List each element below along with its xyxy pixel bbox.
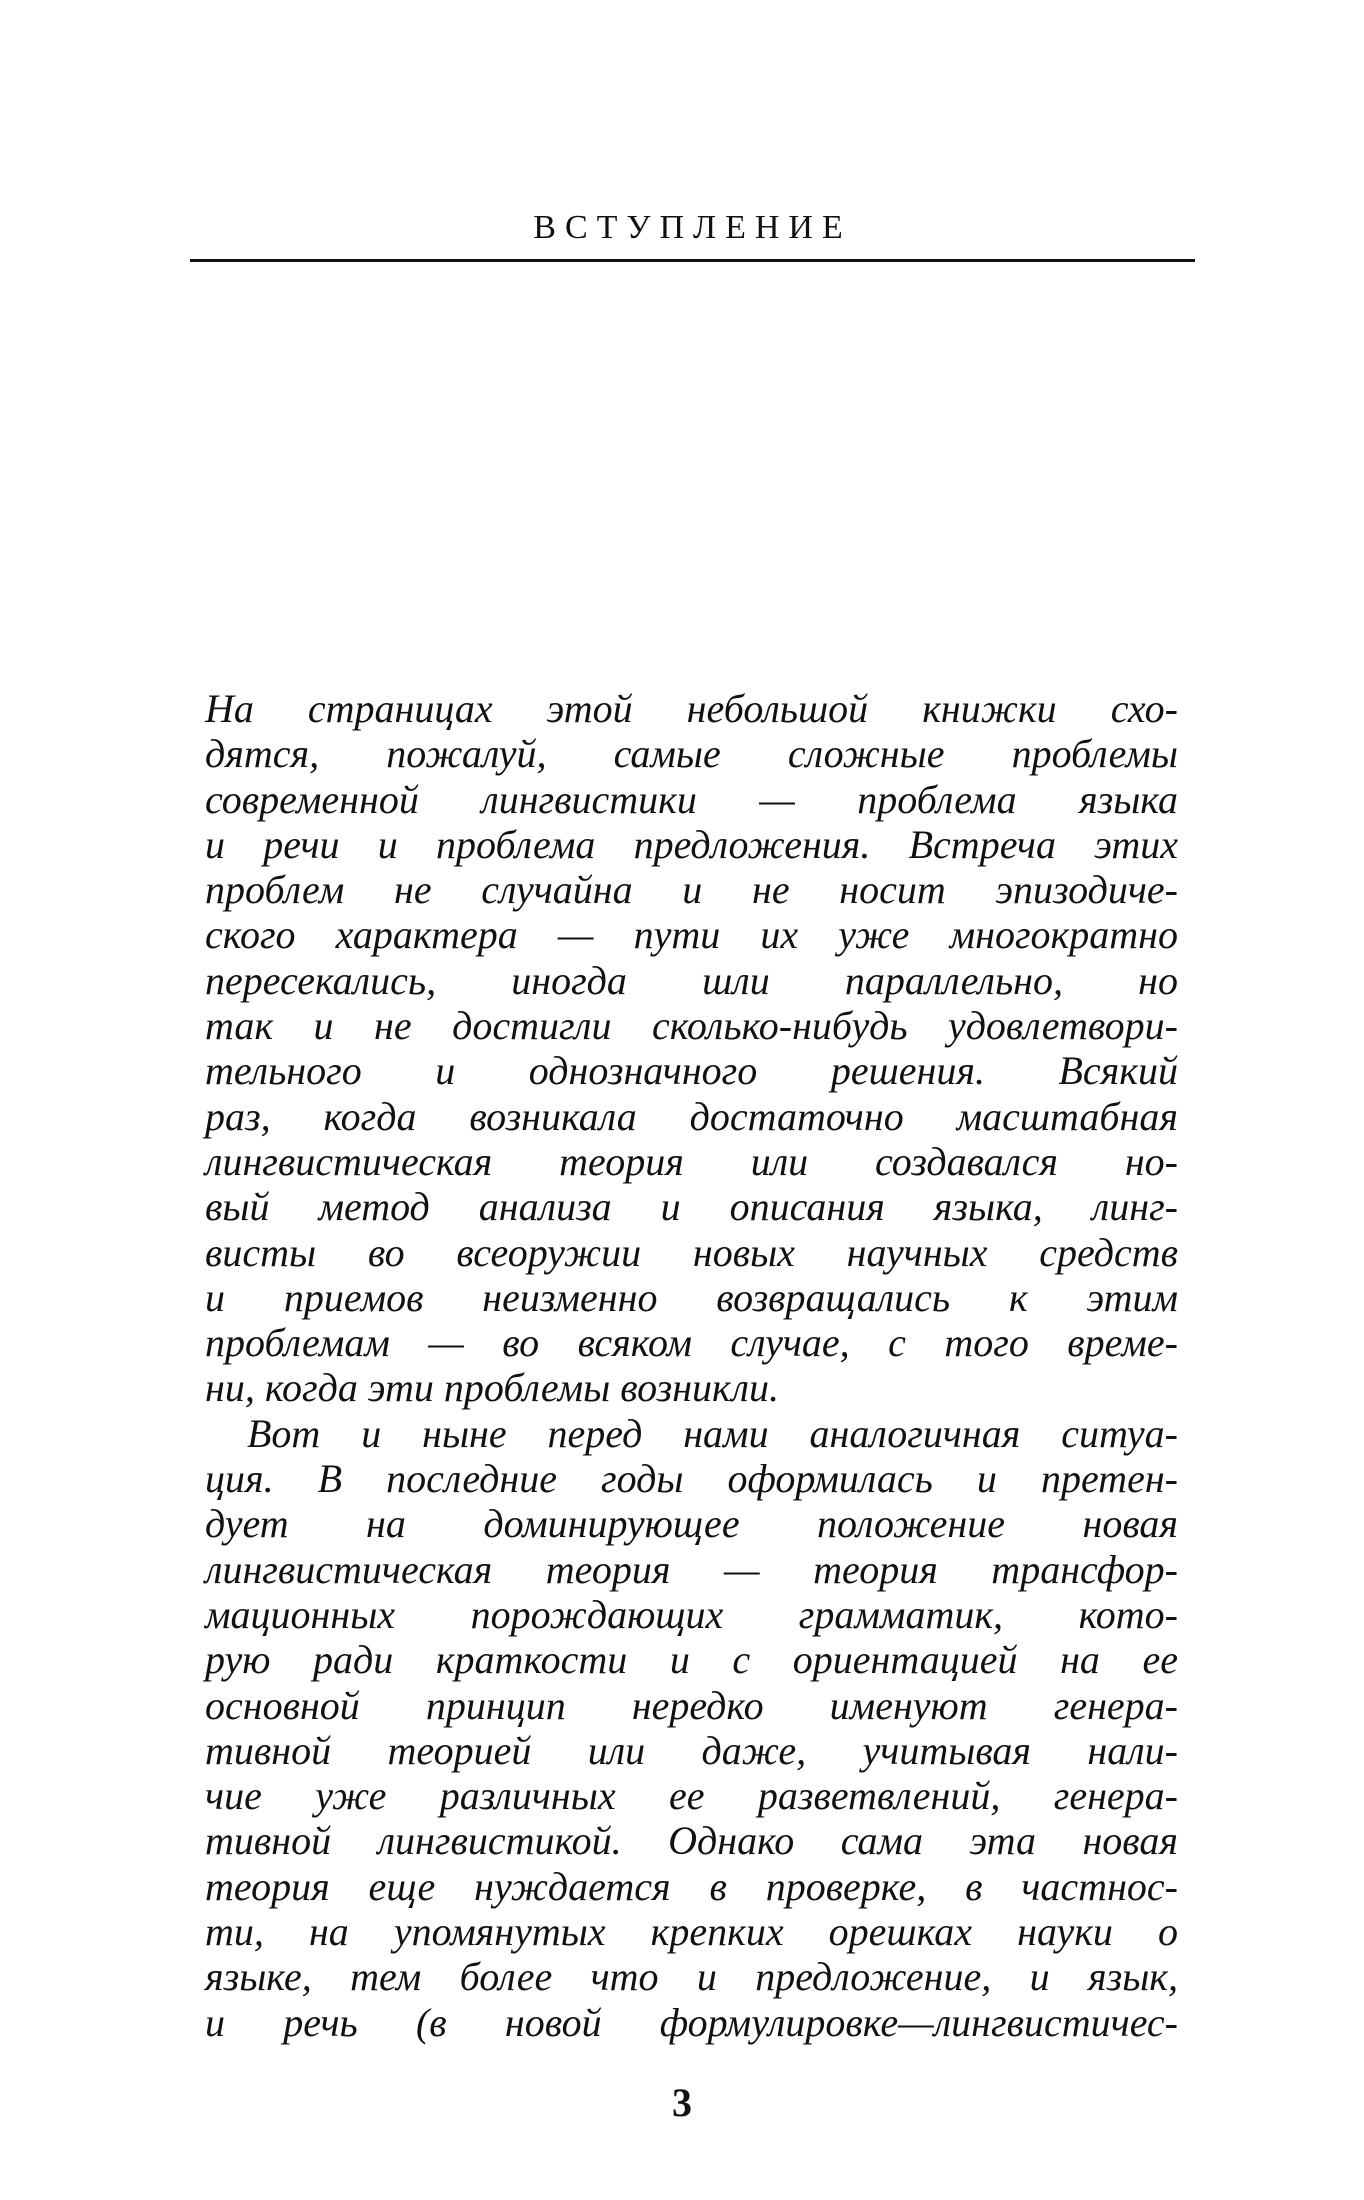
text-line: и приемов неизменно возвращались к этим xyxy=(205,1274,1178,1320)
text-line: мационных порождающих грамматик, кото- xyxy=(205,1591,1178,1637)
text-line: дятся, пожалуй, самые сложные проблемы xyxy=(205,731,1178,777)
text-line: раз, когда возникала достаточно масштабная xyxy=(205,1093,1178,1139)
text-line: ни, когда эти проблемы возникли. xyxy=(205,1365,779,1411)
text-line: лингвистическая теория или создавался но- xyxy=(205,1138,1178,1184)
text-line: ция. В последние годы оформилась и претен- xyxy=(205,1456,1178,1502)
text-line: Вот и ныне перед нами аналогичная ситуа- xyxy=(247,1410,1178,1456)
body-text xyxy=(205,686,1178,2045)
text-line: так и не достигли сколько-нибудь удовлетвори- xyxy=(205,1003,1178,1049)
text-line: чие уже различных ее разветвлений, генера- xyxy=(205,1773,1178,1819)
header-divider xyxy=(190,259,1195,262)
text-line: ти, на упомянутых крепких орешках науки о xyxy=(205,1909,1178,1955)
text-line: современной лингвистики — проблема языка xyxy=(205,776,1178,822)
text-line: рую ради краткости и с ориентацией на ее xyxy=(205,1637,1178,1683)
text-line: языке, тем более что и предложение, и язык, xyxy=(205,1954,1178,2000)
paragraph-1 xyxy=(205,686,1178,1411)
text-line: висты во всеоружии новых научных средств xyxy=(205,1229,1178,1275)
text-line: лингвистическая теория — теория трансфор- xyxy=(205,1546,1178,1592)
text-line: проблемам — во всяком случае, с того време- xyxy=(205,1320,1178,1366)
text-line: основной принцип нередко именуют генера- xyxy=(205,1682,1178,1728)
text-line: и речь (в новой формулировке—лингвистичес- xyxy=(205,1999,1178,2045)
text-line: пересекались, иногда шли параллельно, но xyxy=(205,957,1178,1003)
text-line: тельного и однозначного решения. Всякий xyxy=(205,1048,1178,1094)
text-line: дует на доминирующее положение новая xyxy=(205,1501,1178,1547)
text-line: вый метод анализа и описания языка, линг- xyxy=(205,1184,1178,1230)
text-line: На страницах этой небольшой книжки схо- xyxy=(205,686,1178,731)
text-line: теория еще нуждается в проверке, в частнос- xyxy=(205,1863,1178,1909)
text-line: тивной теорией или даже, учитывая нали- xyxy=(205,1727,1178,1773)
text-line: и речи и проблема предложения. Встреча этих xyxy=(205,821,1178,867)
text-line: проблем не случайна и не носит эпизодиче- xyxy=(205,867,1178,913)
page-number: 3 xyxy=(672,2080,692,2125)
paragraph-2 xyxy=(205,1411,1178,2045)
text-line: ского характера — пути их уже многократно xyxy=(205,912,1178,958)
text-line: тивной лингвистикой. Однако сама эта новая xyxy=(205,1818,1178,1864)
chapter-title: ВСТУПЛЕНИЕ xyxy=(533,209,852,246)
